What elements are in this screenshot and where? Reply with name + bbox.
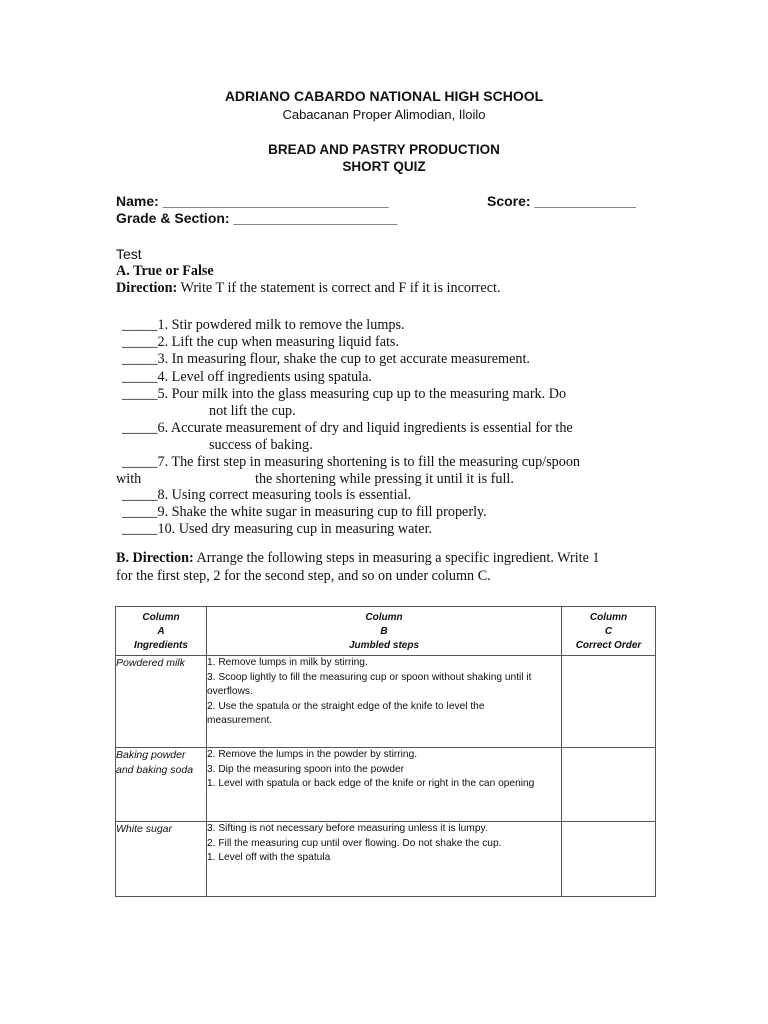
tf-item-8: _____8. Using correct measuring tools is essential.	[122, 487, 412, 503]
tf-item-7: _____7. The first step in measuring shortening is to fill the measuring cup/spoon	[122, 454, 581, 470]
tf-item-5: _____5. Pour milk into the glass measuring cup up to the measuring mark. Do	[122, 386, 567, 402]
direction-text: Write T if the statement is correct and F if it is incorrect.	[177, 280, 501, 296]
tf-item-5-continued: not lift the cup.	[209, 403, 296, 419]
part-a-direction	[116, 280, 501, 297]
tf-item-7-continued: the shortening while pressing it until it is full.	[255, 471, 514, 487]
steps-cell: 3. Sifting is not necessary before measuring unless it is lumpy. 2. Fill the measuring cup until over flowing. Do not shake the cup. 1. Level off with the spatula	[207, 822, 562, 897]
school-address: Cabacanan Proper Alimodian, Iloilo	[282, 107, 486, 122]
column-a-header: Column A Ingredients	[116, 607, 207, 656]
column-b-header: Column B Jumbled steps	[207, 607, 562, 656]
grade-section-field: Grade & Section: _____________________	[116, 210, 397, 226]
part-b-label: B. Direction:	[116, 550, 194, 566]
quiz-title: SHORT QUIZ	[342, 159, 426, 174]
tf-item-2: _____2. Lift the cup when measuring liquid fats.	[122, 334, 399, 350]
ingredients-table	[115, 606, 655, 897]
correct-order-cell[interactable]	[562, 656, 656, 748]
part-a-title: A. True or False	[116, 263, 214, 279]
part-b-line-1: Arrange the following steps in measuring a specific ingredient. Write 1	[193, 550, 600, 566]
column-c-header: Column C Correct Order	[562, 607, 656, 656]
tf-item-4: _____4. Level off ingredients using spatula.	[122, 369, 372, 385]
score-field: Score: _____________	[487, 193, 636, 209]
test-heading: Test	[116, 246, 142, 262]
tf-item-1: _____1. Stir powdered milk to remove the lumps.	[122, 317, 405, 333]
table-row	[116, 748, 656, 822]
subject-title: BREAD AND PASTRY PRODUCTION	[268, 142, 500, 157]
ingredient-cell: Baking powder and baking soda	[116, 748, 207, 822]
tf-item-10: _____10. Used dry measuring cup in measuring water.	[122, 521, 433, 537]
steps-cell: 1. Remove lumps in milk by stirring. 3. Scoop lightly to fill the measuring cup or spoon without shaking until it overflows. 2. Use the spatula or the straight edge of the knife to level the measurement.	[207, 656, 562, 748]
table-row	[116, 656, 656, 748]
part-b-direction	[116, 550, 600, 567]
tf-item-7-with: with	[116, 471, 142, 487]
school-name: ADRIANO CABARDO NATIONAL HIGH SCHOOL	[224, 88, 544, 104]
ingredient-cell: Powdered milk	[116, 656, 207, 748]
part-b-line-2: for the first step, 2 for the second step, and so on under column C.	[116, 568, 491, 584]
tf-item-6: _____6. Accurate measurement of dry and liquid ingredients is essential for the	[122, 420, 573, 436]
tf-item-3: _____3. In measuring flour, shake the cup to get accurate measurement.	[122, 351, 530, 367]
name-field: Name: _____________________________	[116, 193, 389, 209]
ingredient-cell: White sugar	[116, 822, 207, 897]
tf-item-6-continued: success of baking.	[209, 437, 313, 453]
steps-cell: 2. Remove the lumps in the powder by stirring. 3. Dip the measuring spoon into the powder 1. Level with spatula or back edge of the knife or right in the can opening	[207, 748, 562, 822]
correct-order-cell[interactable]	[562, 822, 656, 897]
table-row	[116, 822, 656, 897]
correct-order-cell[interactable]	[562, 748, 656, 822]
direction-label: Direction:	[116, 280, 178, 296]
tf-item-9: _____9. Shake the white sugar in measuring cup to fill properly.	[122, 504, 487, 520]
